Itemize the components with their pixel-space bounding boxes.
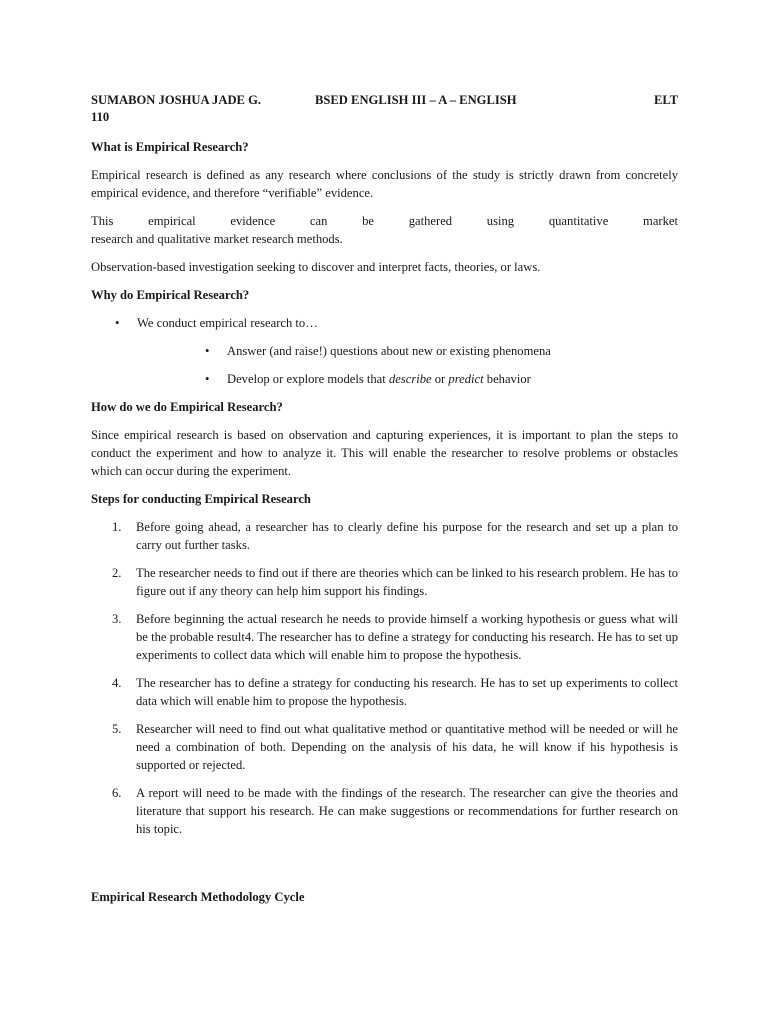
step-item — [91, 564, 678, 600]
observation-paragraph: Observation-based investigation seeking to discover and interpret facts, theories, or laws. — [91, 260, 541, 274]
how-paragraph: Since empirical research is based on observation and capturing experiences, it is important to plan the steps to conduct the experiment and how to analyze it. This will enable the researcher to resolve problems or obstacles which can occur during the experiment. — [91, 428, 678, 478]
subject-number: 110 — [91, 110, 110, 124]
sub-bullet-text: or — [431, 372, 449, 386]
why-sublist — [137, 342, 678, 388]
step-number: 1. — [112, 520, 122, 534]
document-header — [91, 92, 678, 109]
heading-what-is: What is Empirical Research? — [91, 140, 249, 154]
step-number: 6. — [112, 786, 122, 800]
step-text: A report will need to be made with the findings of the research. The researcher can give the theories and literature that support his research. He can make suggestions or recommendations for further research on his topic. — [136, 786, 678, 836]
bullet-text: We conduct empirical research to… — [137, 316, 318, 330]
step-item — [91, 610, 678, 664]
step-number: 3. — [112, 612, 122, 626]
sub-bullet-text: behavior — [483, 372, 531, 386]
step-item — [91, 518, 678, 554]
why-list — [91, 314, 678, 388]
sub-bullet-text: Answer (and raise!) questions about new or existing phenomena — [227, 344, 551, 358]
step-number: 4. — [112, 676, 122, 690]
subject-code: ELT — [653, 93, 678, 107]
step-item — [91, 720, 678, 774]
document-page — [91, 92, 678, 848]
evidence-paragraph-line1: This empirical evidence can be gathered using quantitative market — [91, 214, 678, 228]
list-item — [137, 370, 678, 388]
step-text: Before beginning the actual research he needs to provide himself a working hypothesis or guess what will be the probable result4. The researcher has to define a strategy for conducting his research. He has to set up experiments to collect data which will enable him to propose the hypothesis. — [136, 612, 678, 662]
heading-why: Why do Empirical Research? — [91, 288, 250, 302]
heading-methodology-cycle: Empirical Research Methodology Cycle — [91, 890, 305, 904]
heading-how: How do we do Empirical Research? — [91, 400, 283, 414]
step-item — [91, 784, 678, 838]
definition-paragraph: Empirical research is defined as any research where conclusions of the study is strictly drawn from concretely empirical evidence, and therefore “verifiable” evidence. — [91, 168, 678, 200]
sub-bullet-text: Develop or explore models that — [227, 372, 389, 386]
student-name: SUMABON JOSHUA JADE G. — [91, 93, 262, 107]
step-item — [91, 674, 678, 710]
step-text: The researcher needs to find out if there are theories which can be linked to his research problem. He has to figure out if any theory can help him support his findings. — [136, 566, 678, 598]
list-item — [91, 314, 678, 388]
step-number: 5. — [112, 722, 122, 736]
list-item — [137, 342, 678, 360]
emphasis-predict: predict — [448, 372, 484, 386]
step-text: Researcher will need to find out what qualitative method or quantitative method will be needed or will he need a combination of both. Depending on the analysis of his data, he will know if his hypothesis is supported or rejected. — [136, 722, 678, 772]
emphasis-describe: describe — [388, 372, 432, 386]
step-text: The researcher has to define a strategy for conducting his research. He has to set up experiments to collect data which will enable him to propose the hypothesis. — [136, 676, 678, 708]
steps-list — [91, 518, 678, 838]
step-text: Before going ahead, a researcher has to clearly define his purpose for the research and set up a plan to carry out further tasks. — [136, 520, 678, 552]
step-number: 2. — [112, 566, 122, 580]
evidence-paragraph-line2: research and qualitative market research methods. — [91, 232, 343, 246]
course-section: BSED ENGLISH III – A – ENGLISH — [315, 93, 517, 107]
heading-steps: Steps for conducting Empirical Research — [91, 492, 311, 506]
